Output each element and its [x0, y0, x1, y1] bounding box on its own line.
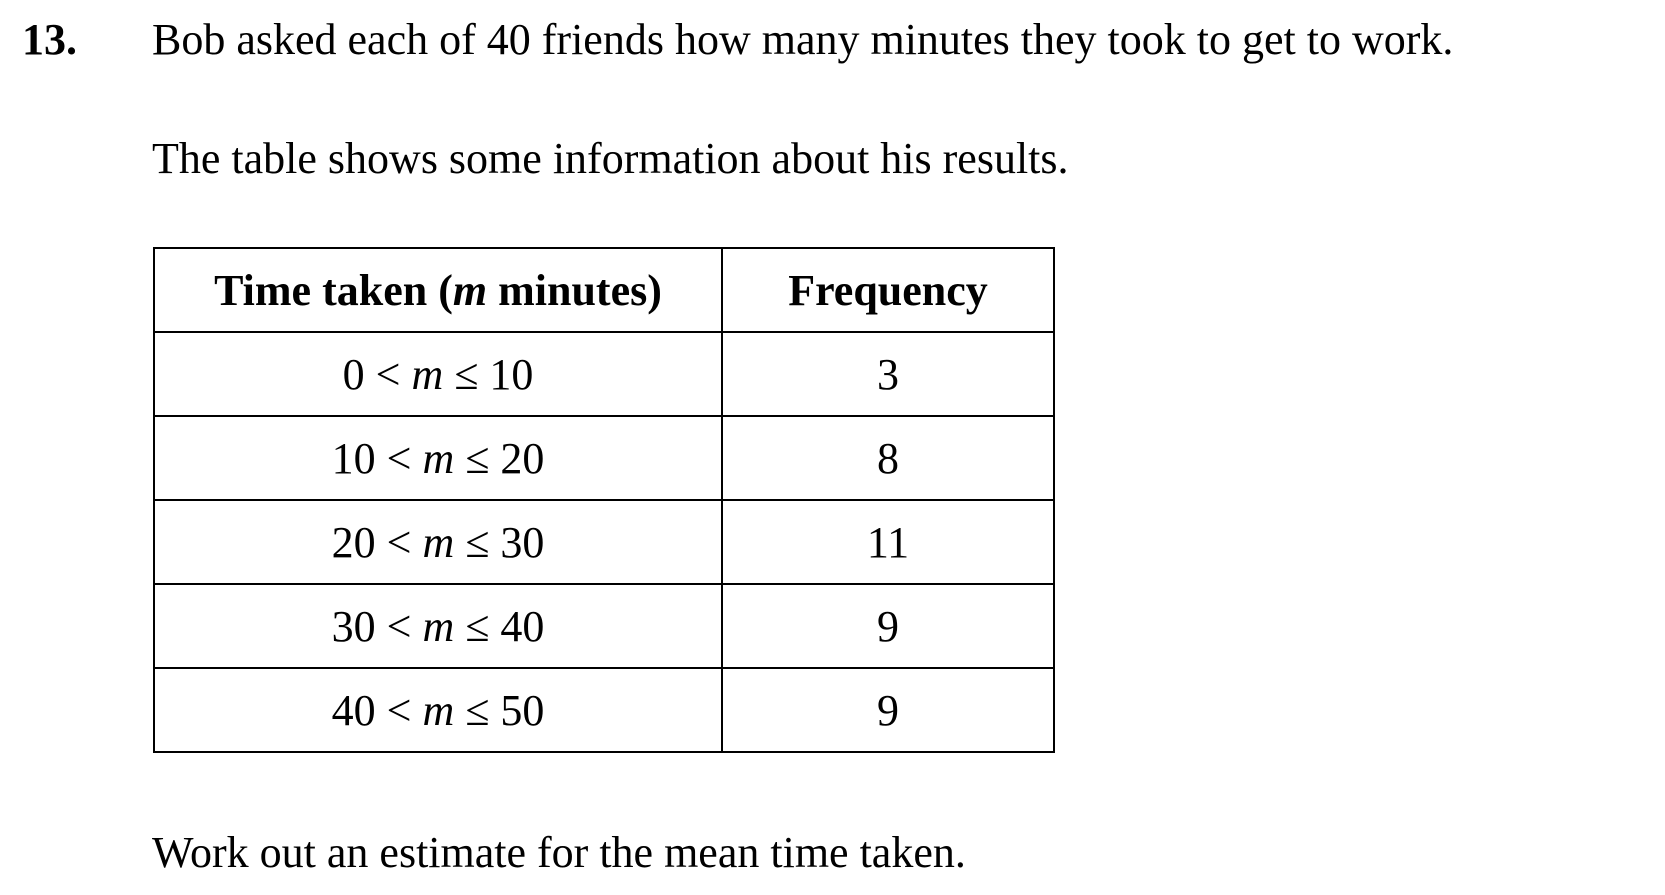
interval-lower: 20 < — [331, 517, 423, 567]
time-header-variable: m — [452, 265, 488, 315]
time-header-prefix: Time taken ( — [214, 265, 453, 315]
table-row — [154, 416, 1054, 500]
interval-variable: m — [422, 517, 455, 567]
interval-lower: 0 < — [342, 349, 412, 399]
interval-upper: ≤ 30 — [454, 517, 545, 567]
frequency-cell: 3 — [722, 332, 1054, 416]
interval-variable: m — [422, 601, 455, 651]
time-header-suffix: minutes) — [487, 265, 662, 315]
table-caption: The table shows some information about his results. — [152, 134, 1069, 183]
question-number: 13. — [22, 15, 77, 64]
interval-variable: m — [411, 349, 444, 399]
frequency-table — [153, 247, 1055, 753]
interval-lower: 30 < — [331, 601, 423, 651]
interval-upper: ≤ 50 — [454, 685, 545, 735]
time-taken-header — [154, 248, 722, 332]
interval-variable: m — [422, 433, 455, 483]
interval-upper: ≤ 40 — [454, 601, 545, 651]
table-row — [154, 584, 1054, 668]
frequency-cell: 8 — [722, 416, 1054, 500]
time-interval-cell — [154, 584, 722, 668]
frequency-cell: 9 — [722, 668, 1054, 752]
question-intro: Bob asked each of 40 friends how many minutes they took to get to work. — [152, 15, 1454, 64]
interval-upper: ≤ 20 — [454, 433, 545, 483]
time-interval-cell — [154, 500, 722, 584]
table-row — [154, 500, 1054, 584]
table-header-row — [154, 248, 1054, 332]
interval-lower: 10 < — [331, 433, 423, 483]
frequency-header: Frequency — [722, 248, 1054, 332]
time-interval-cell — [154, 332, 722, 416]
frequency-cell: 11 — [722, 500, 1054, 584]
interval-upper: ≤ 10 — [443, 349, 534, 399]
time-interval-cell — [154, 668, 722, 752]
table-row — [154, 668, 1054, 752]
interval-variable: m — [422, 685, 455, 735]
time-interval-cell — [154, 416, 722, 500]
table-row — [154, 332, 1054, 416]
question-instruction: Work out an estimate for the mean time taken. — [152, 828, 966, 877]
frequency-cell: 9 — [722, 584, 1054, 668]
interval-lower: 40 < — [331, 685, 423, 735]
